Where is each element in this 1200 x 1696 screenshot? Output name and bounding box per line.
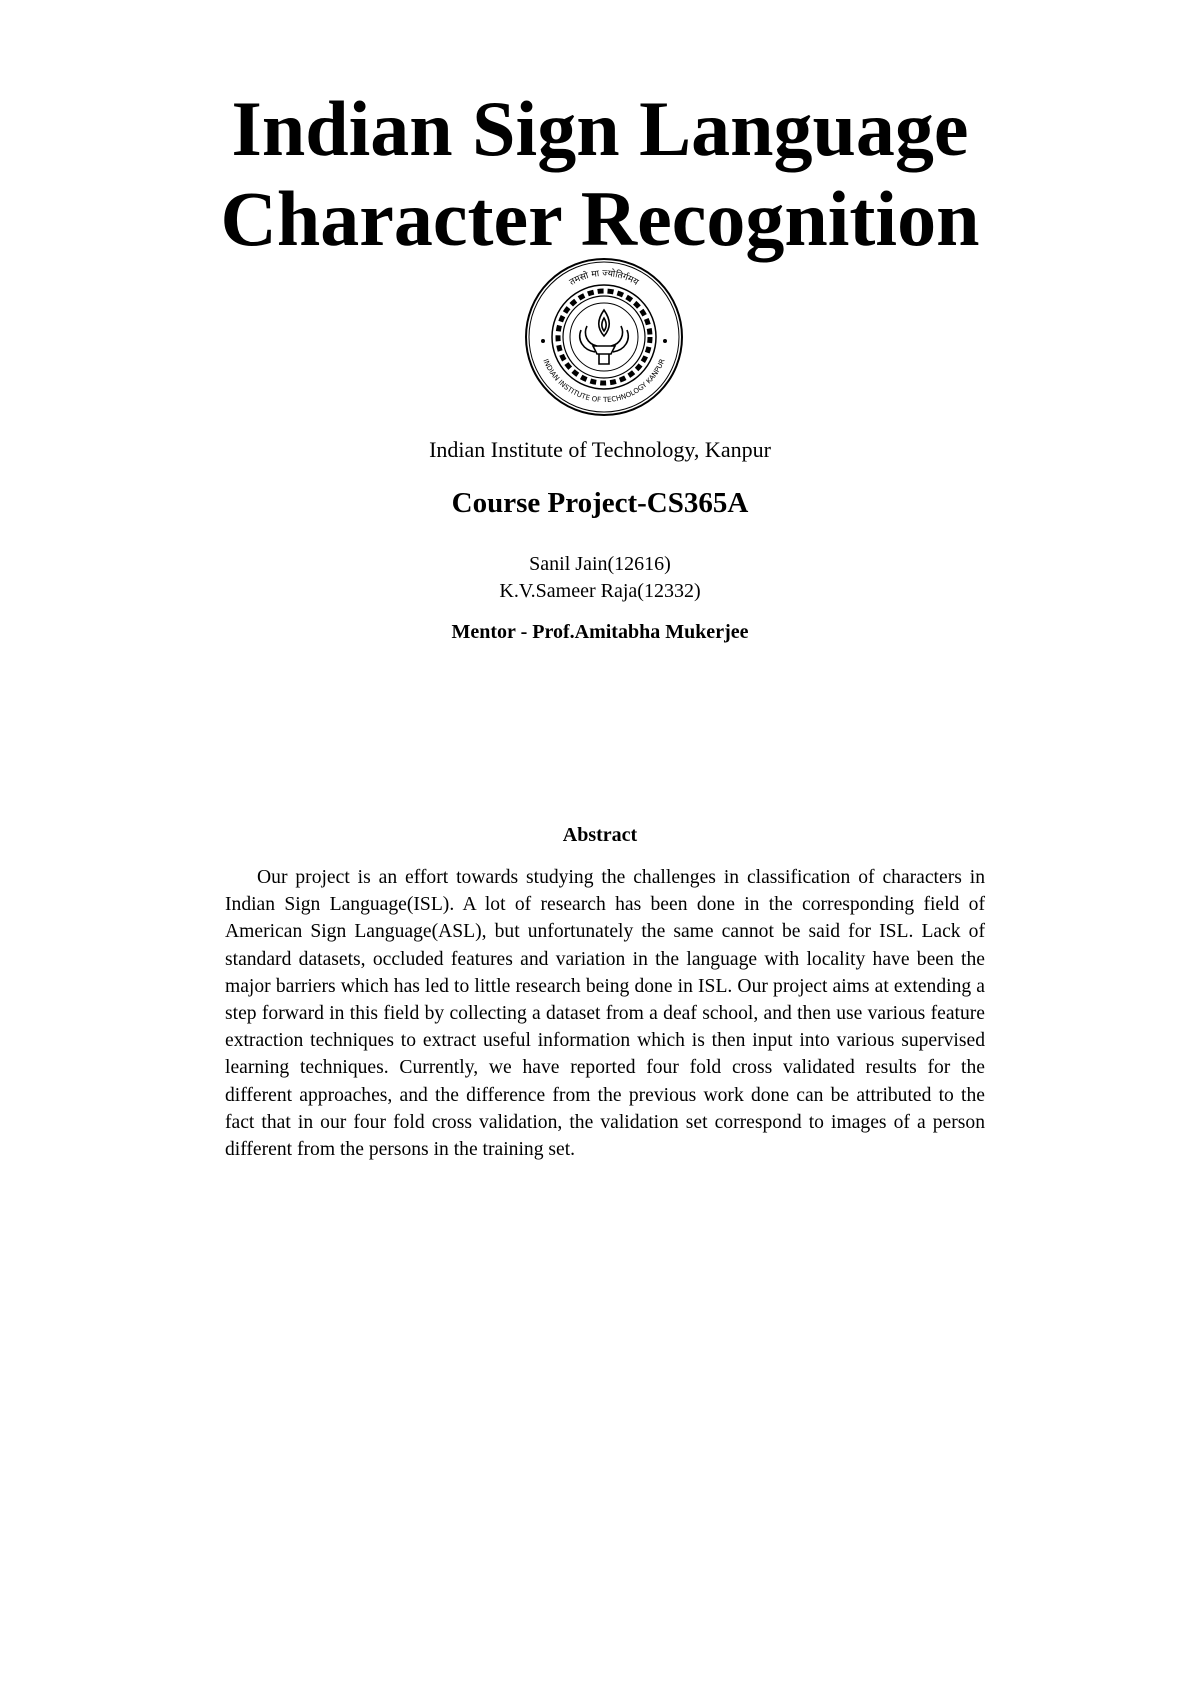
title-line-2: Character Recognition <box>220 175 980 262</box>
mentor-line: Mentor - Prof.Amitabha Mukerjee <box>451 621 749 643</box>
iit-kanpur-seal-logo <box>523 256 685 418</box>
author-1: Sanil Jain(12616) <box>529 553 671 575</box>
abstract-heading: Abstract <box>562 824 638 846</box>
lamp-emblem <box>580 310 628 364</box>
document-title <box>0 84 1200 264</box>
author-2: K.V.Sameer Raja(12332) <box>499 580 701 602</box>
seal-motto-text: तमसो मा ज्योतिर्गमय <box>568 268 640 288</box>
course-title: Course Project-CS365A <box>451 487 749 519</box>
abstract-body: Our project is an effort towards studying the challenges in classification of characters in Indian Sign Language(ISL). A lot of research has been done in the corresponding field of American Sign Language(ASL), but unfortunately the same cannot be said for ISL. Lack of standard datasets, occluded features and variation in the language with locality have been the major barriers which has led to little research being done in ISL. Our project aims at extending a step forward in this field by collecting a dataset from a deaf school, and then use various feature extraction techniques to extract useful information which is then input into various supervised learning techniques. Currently, we have reported four fold cross validated results for the different approaches, and the difference from the previous work done can be attributed to the fact that in our four fold cross validation, the validation set correspond to images of a person different from the persons in the training set. <box>225 867 985 1161</box>
institute-name: Indian Institute of Technology, Kanpur <box>429 437 771 462</box>
author-list <box>0 551 1200 605</box>
seal-ring-text: INDIAN INSTITUTE OF TECHNOLOGY KANPUR <box>541 357 667 405</box>
title-line-1: Indian Sign Language <box>231 85 969 172</box>
